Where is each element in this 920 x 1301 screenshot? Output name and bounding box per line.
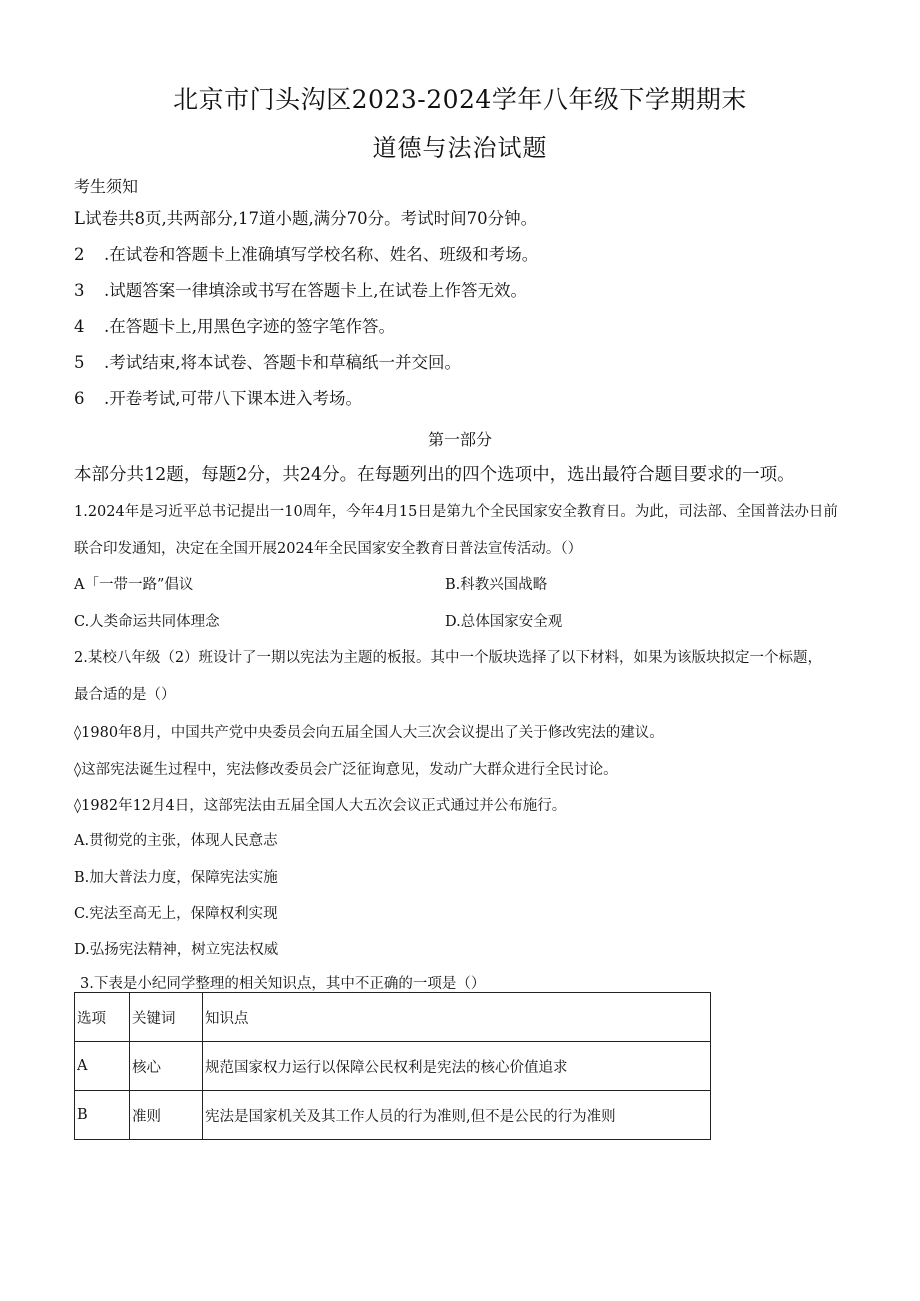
notice-item [74, 313, 854, 349]
table-cell-knowledge: 宪法是国家机关及其工作人员的行为准则,但不是公民的行为准则 [203, 1091, 711, 1140]
notice-item-number: 6 [74, 389, 85, 408]
exam-subject: 道德与法治试题 [372, 134, 548, 162]
q1-option-b: B.科教兴国战略 [445, 577, 548, 593]
table-cell-knowledge: 规范国家权力运行以保障公民权利是宪法的核心价值追求 [203, 1042, 711, 1091]
part-one-description: 本部分共12题，每题2分，共24分。在每题列出的四个选项中，选出最符合题目要求的一项。 [74, 465, 795, 485]
q2-option-b: B.加大普法力度，保障宪法实施 [74, 870, 278, 886]
notice-list [74, 205, 854, 421]
table-row [75, 1091, 711, 1140]
q2-material: ◊1980年8月，中国共产党中央委员会向五届全国人大三次会议提出了关于修改宪法的建议。 [74, 725, 664, 741]
part-one-heading: 第一部分 [427, 430, 492, 449]
notice-item-number: 5 [74, 353, 85, 372]
table-header-row [75, 993, 711, 1042]
notice-item [74, 385, 854, 421]
notice-item [74, 241, 854, 277]
notice-item-text: .试题答案一律填涂或书写在答题卡上,在试卷上作答无效。 [104, 281, 527, 300]
notice-item-text: .考试结束,将本试卷、答题卡和草稿纸一并交回。 [104, 353, 461, 372]
table-cell-keyword: 准则 [130, 1091, 203, 1140]
table-header-option: 选项 [75, 993, 130, 1042]
table-cell-option: A [75, 1042, 130, 1091]
notice-heading: 考生须知 [74, 177, 139, 196]
notice-item-number: 2 [74, 245, 85, 264]
knowledge-table [74, 992, 711, 1140]
q2-option-d: D.弘扬宪法精神，树立宪法权威 [74, 942, 279, 958]
table-header-keyword: 关键词 [130, 993, 203, 1042]
table-cell-option: B [75, 1091, 130, 1140]
notice-item-number: 3 [74, 281, 85, 300]
notice-item-text: .开卷考试,可带八下课本进入考场。 [104, 389, 362, 408]
q1-stem-line2: 联合印发通知，决定在全国开展2024年全民国家安全教育日普法宣传活动。（） [74, 541, 583, 557]
q1-option-d: D.总体国家安全观 [445, 614, 563, 630]
notice-item-number: 4 [74, 317, 85, 336]
table-cell-keyword: 核心 [130, 1042, 203, 1091]
notice-item-text: .在试卷和答题卡上准确填写学校名称、姓名、班级和考场。 [104, 245, 539, 264]
table-header-knowledge: 知识点 [203, 993, 711, 1042]
q2-material: ◊这部宪法诞生过程中，宪法修改委员会广泛征询意见，发动广大群众进行全民讨论。 [74, 762, 618, 778]
q1-option-c: C.人类命运共同体理念 [74, 614, 220, 630]
exam-title: 北京市门头沟区2023-2024学年八年级下学期期末 [173, 85, 747, 114]
q1-stem-line1: 1.2024年是习近平总书记提出一10周年，今年4月15日是第九个全民国家安全教育日。为此，司法部、全国普法办日前 [74, 504, 838, 520]
table-row [75, 1042, 711, 1091]
notice-item-text: L试卷共8页,共两部分,17道小题,满分70分。考试时间70分钟。 [74, 209, 538, 228]
q2-stem-line1: 2.某校八年级（2）班设计了一期以宪法为主题的板报。其中一个版块选择了以下材料，如果为该版块拟定一个标题， [74, 650, 823, 666]
q2-stem-line2: 最合适的是（） [74, 687, 176, 703]
q1-option-a: A「一带一路”倡议 [74, 577, 194, 593]
notice-item [74, 277, 854, 313]
q2-option-a: A.贯彻党的主张，体现人民意志 [74, 833, 278, 849]
notice-item [74, 205, 854, 241]
notice-item-text: .在答题卡上,用黑色字迹的签字笔作答。 [104, 317, 395, 336]
q2-material: ◊1982年12月4日，这部宪法由五届全国人大五次会议正式通过并公布施行。 [74, 798, 567, 814]
q2-option-c: C.宪法至高无上，保障权利实现 [74, 906, 278, 922]
q3-stem: 3.下表是小纪同学整理的相关知识点，其中不正确的一项是（） [80, 976, 486, 992]
notice-item [74, 349, 854, 385]
